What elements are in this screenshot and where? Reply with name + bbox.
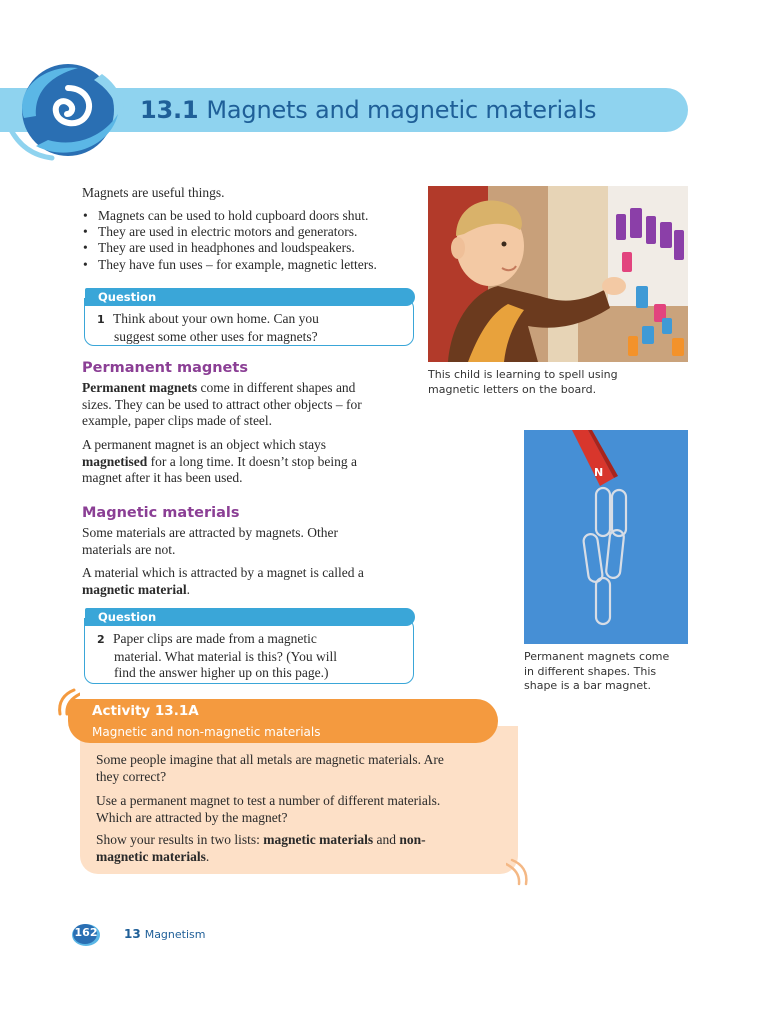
caption-line: This child is learning to spell using bbox=[428, 368, 618, 381]
question-line: Paper clips are made from a magnetic bbox=[113, 631, 317, 646]
text-run: A permanent magnet is an object which stays bbox=[82, 437, 327, 452]
text-run: Which are attracted by the magnet? bbox=[96, 809, 288, 825]
caption-line: in different shapes. This bbox=[524, 664, 657, 678]
list-item: • They are used in headphones and loudspeakers. bbox=[82, 240, 377, 256]
activity-paragraph-2 bbox=[96, 793, 496, 826]
text-run: for a long time. It doesn’t stop being a bbox=[147, 453, 357, 469]
question-line: suggest some other uses for magnets? bbox=[114, 328, 318, 344]
swirl-logo-icon bbox=[6, 58, 138, 164]
page-number: 162 bbox=[74, 926, 98, 939]
section-number: 13.1 bbox=[140, 96, 199, 124]
footer-chapter bbox=[124, 927, 205, 941]
photo-caption-child bbox=[428, 368, 618, 397]
heading-magnetic-materials: Magnetic materials bbox=[82, 505, 240, 521]
chapter-title: Magnetism bbox=[144, 928, 206, 941]
list-item: • They are used in electric motors and generators. bbox=[82, 224, 377, 240]
text-run: and bbox=[373, 832, 400, 847]
question-number: 1 bbox=[97, 313, 105, 326]
materials-paragraph-2 bbox=[82, 565, 364, 598]
text-run: example, paper clips made of steel. bbox=[82, 413, 273, 428]
text-run: they correct? bbox=[96, 768, 167, 784]
activity-subtitle: Magnetic and non-magnetic materials bbox=[92, 725, 321, 739]
text-run: come in different shapes and bbox=[197, 380, 356, 395]
activity-paragraph-3 bbox=[96, 832, 496, 865]
list-item: • They have fun uses – for example, magnetic letters. bbox=[82, 257, 377, 273]
question-box-1 bbox=[84, 290, 414, 346]
term-non-magnetic-part: non- bbox=[399, 832, 426, 847]
activity-paragraph-1 bbox=[96, 752, 496, 785]
heading-permanent-magnets: Permanent magnets bbox=[82, 360, 248, 376]
text-run: . bbox=[186, 581, 190, 597]
text-run: A material which is attracted by a magnet is called a bbox=[82, 565, 364, 580]
term-magnetic-materials: magnetic materials bbox=[263, 832, 374, 847]
intro-lead: Magnets are useful things. bbox=[82, 185, 225, 200]
question-label: Question bbox=[85, 608, 415, 626]
list-item: • Magnets can be used to hold cupboard doors shut. bbox=[82, 208, 377, 224]
caption-line: Permanent magnets come bbox=[524, 650, 670, 663]
materials-paragraph-1 bbox=[82, 525, 338, 558]
magnet-pole-label: N bbox=[594, 466, 604, 479]
question-label: Question bbox=[85, 288, 415, 306]
section-title: Magnets and magnetic materials bbox=[206, 96, 597, 124]
term-magnetised: magnetised bbox=[82, 453, 148, 469]
text-run: magnet after it has been used. bbox=[82, 470, 243, 485]
text-run: Show your results in two lists: bbox=[96, 832, 264, 847]
question-text bbox=[97, 311, 403, 345]
caption-line: shape is a bar magnet. bbox=[524, 679, 651, 692]
activity-swoosh-icon bbox=[54, 688, 80, 716]
text-run: materials are not. bbox=[82, 541, 176, 557]
activity-swoosh-end-icon bbox=[506, 858, 532, 886]
text-run: Some materials are attracted by magnets. Other bbox=[82, 525, 339, 540]
question-text bbox=[97, 631, 403, 682]
permanent-paragraph-1 bbox=[82, 380, 362, 430]
question-line: material. What material is this? (You will bbox=[114, 648, 337, 664]
page-title bbox=[140, 96, 596, 124]
question-box-2 bbox=[84, 610, 414, 684]
permanent-paragraph-2 bbox=[82, 437, 357, 487]
photo-bar-magnet-paper-clips bbox=[524, 430, 688, 644]
text-run: Use a permanent magnet to test a number of different materials. bbox=[96, 793, 441, 808]
term-magnetic-material: magnetic material bbox=[82, 581, 187, 597]
term-non-magnetic-materials: magnetic materials bbox=[96, 848, 206, 864]
intro-bullet-list bbox=[82, 208, 377, 273]
caption-line: magnetic letters on the board. bbox=[428, 382, 597, 396]
question-number: 2 bbox=[97, 633, 105, 646]
photo-caption-magnet bbox=[524, 650, 669, 694]
photo-child-magnetic-letters bbox=[428, 186, 688, 362]
question-line: find the answer higher up on this page.) bbox=[114, 665, 329, 680]
text-run: Some people imagine that all metals are magnetic materials. Are bbox=[96, 752, 444, 767]
question-line: Think about your own home. Can you bbox=[113, 311, 319, 326]
chapter-number: 13 bbox=[124, 927, 141, 941]
text-run: . bbox=[205, 848, 210, 864]
text-run: sizes. They can be used to attract other objects – for bbox=[82, 396, 362, 412]
activity-title: Activity 13.1A bbox=[92, 703, 199, 719]
term-permanent-magnets: Permanent magnets bbox=[82, 380, 198, 395]
